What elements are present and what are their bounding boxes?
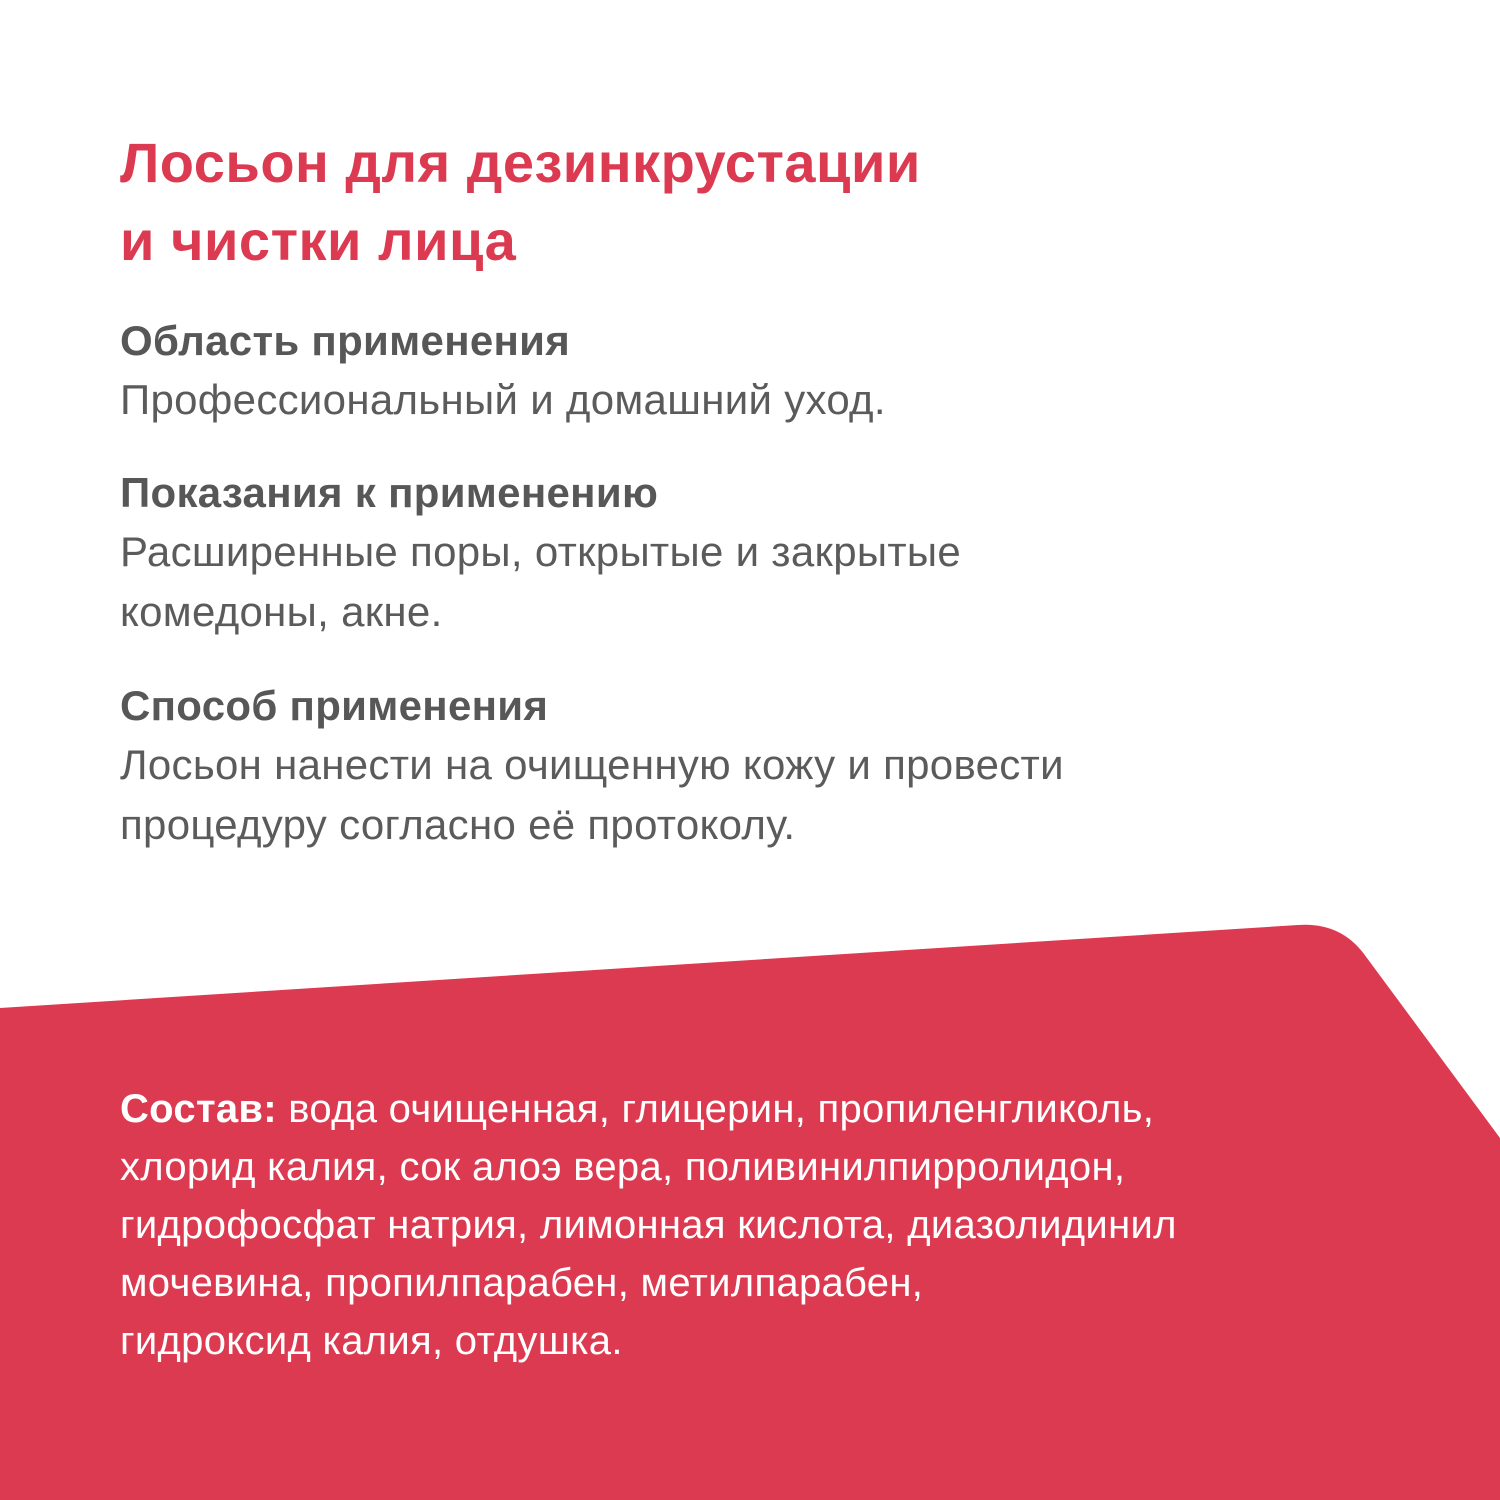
section-text-line: комедоны, акне.	[120, 588, 443, 635]
section-text	[120, 735, 1400, 855]
section-text-line: Расширенные поры, открытые и закрытые	[120, 528, 962, 575]
composition-text: вода очищенная, глицерин, пропиленгликоль,	[276, 1087, 1155, 1131]
composition-block	[120, 1080, 1420, 1370]
section-heading: Показания к применению	[120, 469, 659, 516]
composition-line: хлорид калия, сок алоэ вера, поливинилпирролидон,	[120, 1145, 1126, 1189]
section-indications	[120, 464, 1400, 642]
composition-line: гидрофосфат натрия, лимонная кислота, диазолидинил	[120, 1203, 1177, 1247]
section-usage-method	[120, 677, 1400, 855]
section-text	[120, 370, 1400, 430]
composition-line	[120, 1080, 1420, 1138]
composition-line: гидроксид калия, отдушка.	[120, 1319, 623, 1363]
section-text-line: Профессиональный и домашний уход.	[120, 376, 886, 423]
section-heading: Способ применения	[120, 682, 549, 729]
section-text-line: процедуру согласно её протоколу.	[120, 801, 796, 848]
section-text	[120, 522, 1400, 642]
title-line-2: и чистки лица	[120, 209, 517, 272]
composition-label: Состав:	[120, 1087, 277, 1131]
section-application-area	[120, 312, 1400, 430]
section-heading: Область применения	[120, 317, 571, 364]
section-text-line: Лосьон нанести на очищенную кожу и провести	[120, 741, 1064, 788]
title-line-1: Лосьон для дезинкрустации	[120, 131, 921, 194]
composition-line: мочевина, пропилпарабен, метилпарабен,	[120, 1261, 924, 1305]
page-title	[120, 124, 1370, 280]
